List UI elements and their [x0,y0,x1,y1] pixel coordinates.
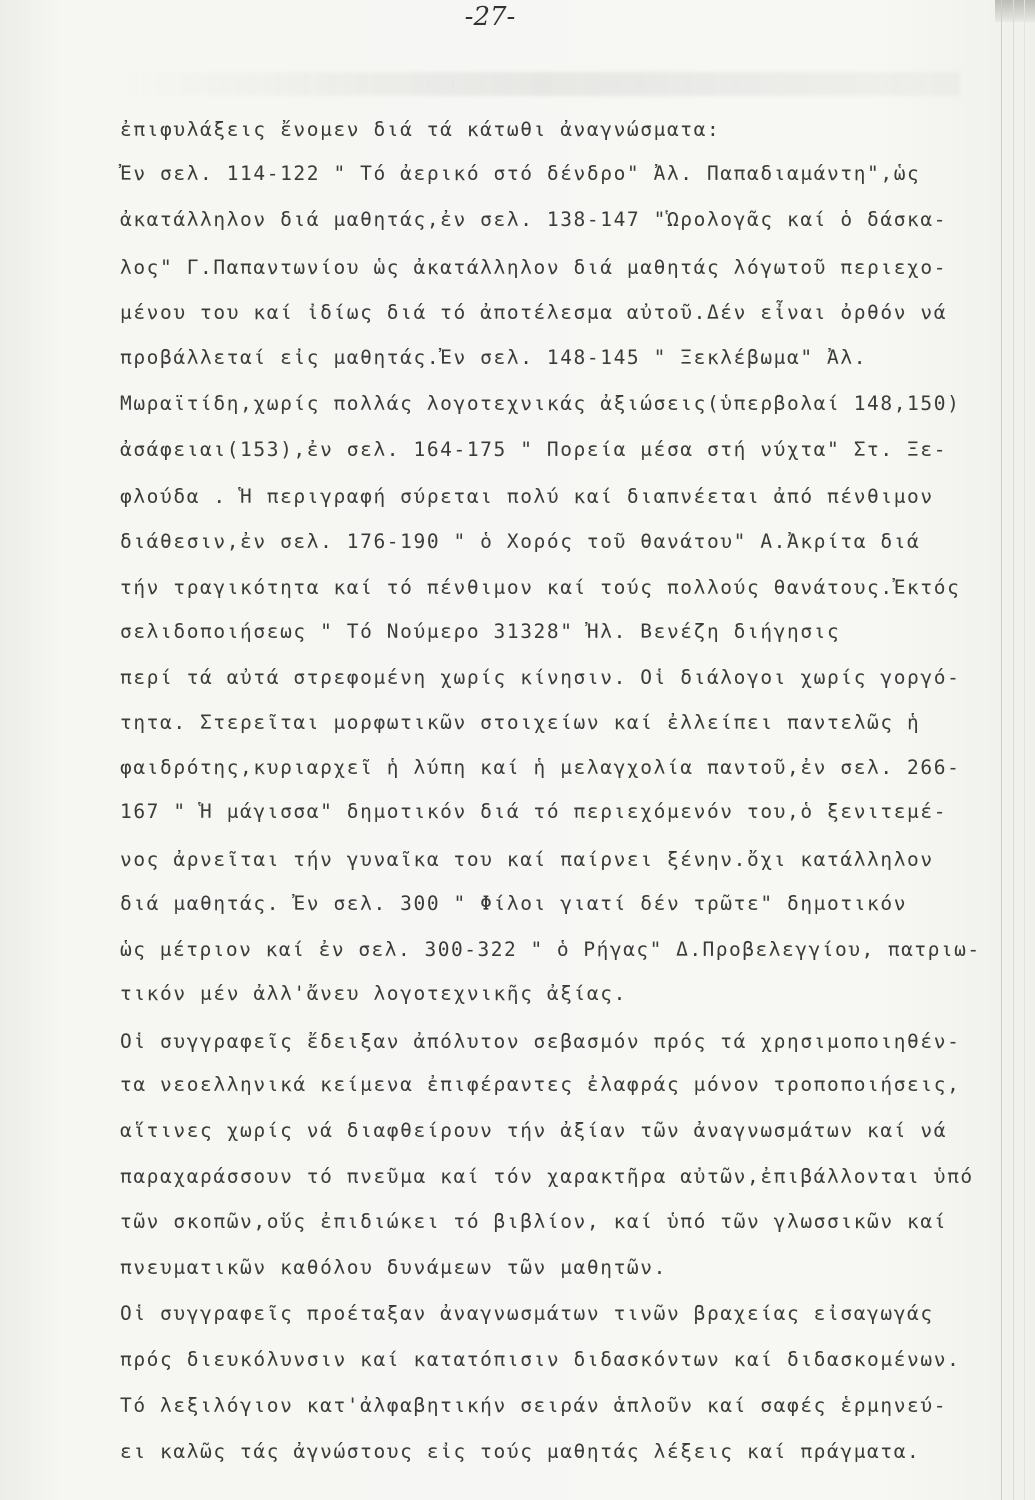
text-line: προβάλλεταί εἰς μαθητάς.Ἐν σελ. 148-145 " Ξεκλέβωμα" Ἀλ. [120,346,868,369]
binding-edge-line [1013,0,1014,1500]
text-line: παραχαράσσουν τό πνεῦμα καί τόν χαρακτῆρα αὐτῶν,ἐπιβάλλονται ὑπό [120,1165,974,1188]
binding-edge-line [1024,0,1025,1500]
text-line: διάθεσιν,ἐν σελ. 176-190 " ὁ Χορός τοῦ θανάτου" Α.Ἀκρίτα διά [120,530,921,553]
text-line: τήν τραγικότητα καί τό πένθιμον καί τούς πολλούς θανάτους.Ἐκτός [120,576,961,599]
text-line: νος ἀρνεῖται τήν γυναῖκα του καί παίρνει ξένην.ὄχι κατάλληλον [120,848,934,871]
text-line: Μωραϊτίδη,χωρίς πολλάς λογοτεχνικάς ἀξιώσεις(ὑπερβολαί 148,150) [120,392,961,415]
text-line: Τό λεξιλόγιον κατ'ἀλφαβητικήν σειράν ἁπλοῦν καί σαφές ἑρμηνεύ- [120,1394,948,1417]
text-line: σελιδοποιήσεως " Τό Νούμερο 31328" Ἠλ. Βενέζη διήγησις [120,620,841,643]
text-line: τῶν σκοπῶν,οὕς ἐπιδιώκει τό βιβλίον, καί ὑπό τῶν γλωσσικῶν καί [120,1210,948,1233]
text-line: τα νεοελληνικά κείμενα ἐπιφέραντες ἐλαφράς μόνον τροποποιήσεις, [120,1073,961,1096]
text-line: φαιδρότης,κυριαρχεῖ ἡ λύπη καί ἡ μελαγχολία παντοῦ,ἐν σελ. 266- [120,756,961,779]
text-line: ἀκατάλληλον διά μαθητάς,ἐν σελ. 138-147 "Ὡρολογᾶς καί ὁ δάσκα- [120,208,948,231]
text-line: Ἐν σελ. 114-122 " Τό ἀερικό στό δένδρο" Ἀλ. Παπαδιαμάντη",ὡς [120,162,921,185]
text-line: περί τά αὐτά στρεφομένη χωρίς κίνησιν. Οἱ διάλογοι χωρίς γοργό- [120,666,961,689]
text-line: ἀσάφειαι(153),ἐν σελ. 164-175 " Πορεία μέσα στή νύχτα" Στ. Ξε- [120,438,948,461]
text-line: λος" Γ.Παπαντωνίου ὡς ἀκατάλληλον διά μαθητάς λόγωτοῦ περιεχο- [120,256,948,279]
page-number: -27- [464,2,516,32]
text-line: Οἱ συγγραφεῖς ἔδειξαν ἀπόλυτον σεβασμόν πρός τά χρησιμοποιηθέν- [120,1030,961,1053]
text-line: ει καλῶς τάς ἀγνώστους εἰς τούς μαθητάς λέξεις καί πράγματα. [120,1440,921,1463]
text-line: ὡς μέτριον καί ἐν σελ. 300-322 " ὁ Ρήγας" Δ.Προβελεγγίου, πατριω- [120,938,981,961]
text-line: πνευματικῶν καθόλου δυνάμεων τῶν μαθητῶν. [120,1256,667,1279]
text-line: φλούδα . Ἡ περιγραφή σύρεται πολύ καί διαπνέεται ἀπό πένθιμον [120,485,934,508]
text-line: μένου του καί ἰδίως διά τό ἀποτέλεσμα αὐτοῦ.Δέν εἶναι ὀρθόν νά [120,301,948,324]
text-line: Οἱ συγγραφεῖς προέταξαν ἀναγνωσμάτων τινῶν βραχείας εἰσαγωγάς [120,1302,934,1325]
text-line: πρός διευκόλυνσιν καί κατατόπισιν διδασκόντων καί διδασκομένων. [120,1348,961,1371]
text-line: ἐπιφυλάξεις ἔνομεν διά τά κάτωθι ἀναγνώσματα: [120,118,721,141]
text-line: τητα. Στερεῖται μορφωτικῶν στοιχείων καί ἐλλείπει παντελῶς ἡ [120,711,921,734]
text-line: αἵτινες χωρίς νά διαφθείρουν τήν ἀξίαν τῶν ἀναγνωσμάτων καί νά [120,1119,948,1142]
text-line: διά μαθητάς. Ἐν σελ. 300 " Φίλοι γιατί δέν τρῶτε" δημοτικόν [120,892,908,915]
text-line: 167 " Ἡ μάγισσα" δημοτικόν διά τό περιεχόμενόν του,ὁ ξενιτεμέ- [120,800,948,823]
binding-edge-line [1001,0,1002,1500]
text-line: τικόν μέν ἀλλ'ἄνευ λογοτεχνικῆς ἀξίας. [120,982,627,1005]
